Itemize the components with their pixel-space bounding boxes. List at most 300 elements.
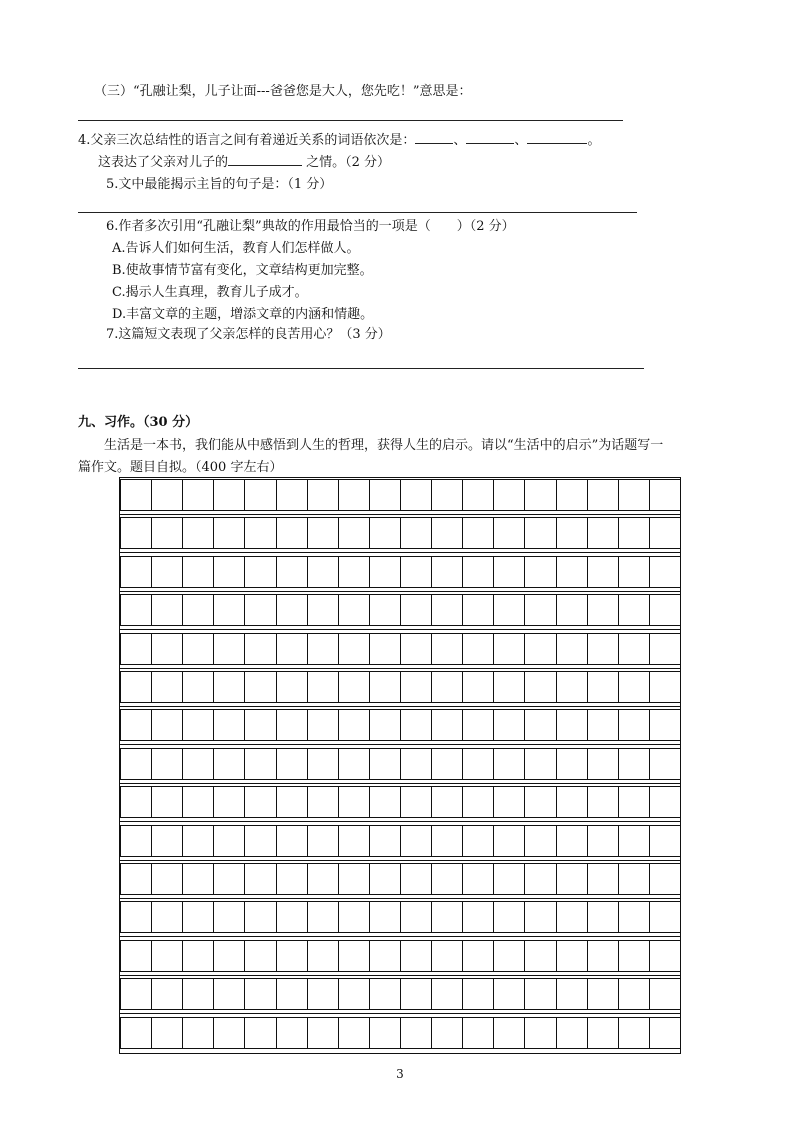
grid-cell[interactable]	[120, 517, 152, 549]
q4-line2	[98, 152, 390, 172]
grid-cell[interactable]	[307, 748, 339, 780]
grid-cell[interactable]	[151, 825, 183, 857]
grid-cell[interactable]	[431, 479, 463, 511]
grid-cell[interactable]	[618, 633, 650, 665]
grid-cell[interactable]	[338, 1017, 370, 1049]
grid-cell[interactable]	[493, 863, 525, 895]
grid-cell[interactable]	[244, 786, 276, 818]
grid-cell[interactable]	[244, 479, 276, 511]
composition-grid[interactable]	[119, 477, 681, 1054]
grid-cell[interactable]	[587, 709, 619, 741]
grid-cell[interactable]	[431, 748, 463, 780]
grid-cell[interactable]	[338, 786, 370, 818]
grid-cell[interactable]	[307, 556, 339, 588]
grid-cell[interactable]	[524, 671, 556, 703]
grid-cell[interactable]	[649, 786, 681, 818]
grid-cell[interactable]	[493, 517, 525, 549]
grid-cell[interactable]	[369, 556, 401, 588]
grid-cell[interactable]	[182, 901, 214, 933]
grid-cell[interactable]	[649, 825, 681, 857]
grid-row-divider	[120, 898, 680, 899]
grid-cell[interactable]	[307, 594, 339, 626]
grid-cell[interactable]	[400, 901, 432, 933]
grid-cell[interactable]	[587, 479, 619, 511]
grid-cell[interactable]	[338, 556, 370, 588]
grid-cell[interactable]	[151, 633, 183, 665]
grid-cell[interactable]	[649, 901, 681, 933]
grid-cell[interactable]	[307, 940, 339, 972]
grid-cell[interactable]	[338, 978, 370, 1010]
grid-cell[interactable]	[649, 863, 681, 895]
grid-cell[interactable]	[400, 709, 432, 741]
grid-cell[interactable]	[556, 978, 588, 1010]
grid-cell[interactable]	[244, 901, 276, 933]
grid-cell[interactable]	[307, 709, 339, 741]
grid-cell[interactable]	[338, 633, 370, 665]
grid-cell[interactable]	[649, 1017, 681, 1049]
q4-line2-suffix: 之情。（2 分）	[306, 155, 391, 170]
q4-end: 。	[587, 133, 601, 148]
grid-row	[120, 901, 680, 933]
q6-option-b[interactable]: B.使故事情节富有变化，文章结构更加完整。	[112, 263, 373, 278]
grid-cell[interactable]	[493, 786, 525, 818]
grid-cell[interactable]	[276, 901, 308, 933]
grid-cell[interactable]	[431, 901, 463, 933]
grid-cell[interactable]	[618, 786, 650, 818]
grid-cell[interactable]	[493, 556, 525, 588]
grid-cell[interactable]	[649, 671, 681, 703]
grid-cell[interactable]	[120, 978, 152, 1010]
grid-cell[interactable]	[276, 748, 308, 780]
grid-cell[interactable]	[120, 863, 152, 895]
grid-cell[interactable]	[276, 517, 308, 549]
q3-answer-line[interactable]	[78, 120, 623, 121]
q4-blank-1[interactable]	[415, 130, 453, 144]
section9-prompt-line1: 生活是一本书，我们能从中感悟到人生的哲理，获得人生的启示。请以“生活中的启示”为话题写一	[104, 438, 664, 453]
grid-cell[interactable]	[431, 940, 463, 972]
grid-cell[interactable]	[151, 671, 183, 703]
grid-cell[interactable]	[307, 786, 339, 818]
grid-cell[interactable]	[556, 594, 588, 626]
grid-cell[interactable]	[431, 594, 463, 626]
q4-blank-4[interactable]	[228, 152, 302, 166]
grid-cell[interactable]	[338, 671, 370, 703]
grid-cell[interactable]	[649, 556, 681, 588]
grid-cell[interactable]	[307, 825, 339, 857]
grid-cell[interactable]	[400, 825, 432, 857]
grid-cell[interactable]	[244, 1017, 276, 1049]
q4-line2-prefix: 这表达了父亲对儿子的	[98, 155, 229, 170]
grid-cell[interactable]	[524, 901, 556, 933]
grid-cell[interactable]	[307, 479, 339, 511]
grid-cell[interactable]	[524, 786, 556, 818]
grid-cell[interactable]	[431, 825, 463, 857]
grid-cell[interactable]	[587, 978, 619, 1010]
grid-cell[interactable]	[462, 517, 494, 549]
grid-cell[interactable]	[120, 671, 152, 703]
grid-cell[interactable]	[151, 901, 183, 933]
grid-cell[interactable]	[524, 748, 556, 780]
grid-cell[interactable]	[400, 940, 432, 972]
grid-cell[interactable]	[338, 709, 370, 741]
grid-cell[interactable]	[182, 863, 214, 895]
grid-cell[interactable]	[556, 748, 588, 780]
grid-row-divider	[120, 668, 680, 669]
grid-cell[interactable]	[556, 825, 588, 857]
grid-cell[interactable]	[493, 901, 525, 933]
grid-cell[interactable]	[400, 633, 432, 665]
grid-cell[interactable]	[524, 594, 556, 626]
grid-cell[interactable]	[649, 748, 681, 780]
grid-cell[interactable]	[462, 556, 494, 588]
grid-row-divider	[120, 936, 680, 937]
grid-cell[interactable]	[556, 863, 588, 895]
grid-row	[120, 594, 680, 626]
grid-cell[interactable]	[618, 825, 650, 857]
grid-cell[interactable]	[244, 863, 276, 895]
grid-cell[interactable]	[556, 479, 588, 511]
grid-cell[interactable]	[587, 594, 619, 626]
grid-cell[interactable]	[587, 901, 619, 933]
section9-heading: 九、习作。（30 分）	[78, 415, 199, 430]
grid-cell[interactable]	[524, 978, 556, 1010]
q4-blank-3[interactable]	[527, 130, 587, 144]
grid-cell[interactable]	[587, 671, 619, 703]
grid-cell[interactable]	[244, 940, 276, 972]
grid-cell[interactable]	[307, 1017, 339, 1049]
grid-cell[interactable]	[369, 517, 401, 549]
grid-cell[interactable]	[462, 978, 494, 1010]
grid-cell[interactable]	[120, 709, 152, 741]
grid-cell[interactable]	[649, 978, 681, 1010]
grid-cell[interactable]	[493, 940, 525, 972]
grid-cell[interactable]	[369, 671, 401, 703]
grid-cell[interactable]	[431, 671, 463, 703]
grid-cell[interactable]	[618, 479, 650, 511]
grid-cell[interactable]	[369, 1017, 401, 1049]
grid-cell[interactable]	[244, 978, 276, 1010]
grid-cell[interactable]	[276, 671, 308, 703]
grid-cell[interactable]	[307, 863, 339, 895]
grid-cell[interactable]	[462, 748, 494, 780]
grid-cell[interactable]	[151, 786, 183, 818]
grid-cell[interactable]	[338, 940, 370, 972]
grid-cell[interactable]	[307, 671, 339, 703]
q4-separator: 、	[514, 133, 528, 148]
grid-cell[interactable]	[431, 786, 463, 818]
q7-answer-line[interactable]	[78, 368, 644, 369]
grid-cell[interactable]	[524, 633, 556, 665]
grid-cell[interactable]	[120, 901, 152, 933]
grid-cell[interactable]	[338, 825, 370, 857]
grid-cell[interactable]	[182, 517, 214, 549]
grid-cell[interactable]	[618, 594, 650, 626]
grid-cell[interactable]	[182, 940, 214, 972]
grid-cell[interactable]	[213, 863, 245, 895]
grid-cell[interactable]	[213, 594, 245, 626]
grid-cell[interactable]	[400, 556, 432, 588]
grid-cell[interactable]	[587, 556, 619, 588]
grid-cell[interactable]	[493, 825, 525, 857]
grid-cell[interactable]	[493, 748, 525, 780]
grid-cell[interactable]	[493, 978, 525, 1010]
grid-cell[interactable]	[182, 479, 214, 511]
grid-cell[interactable]	[524, 709, 556, 741]
grid-row-divider	[120, 706, 680, 707]
grid-row-divider	[120, 744, 680, 745]
grid-cell[interactable]	[338, 517, 370, 549]
grid-cell[interactable]	[244, 517, 276, 549]
grid-cell[interactable]	[649, 709, 681, 741]
grid-cell[interactable]	[556, 556, 588, 588]
grid-cell[interactable]	[276, 978, 308, 1010]
grid-cell[interactable]	[182, 594, 214, 626]
grid-cell[interactable]	[431, 517, 463, 549]
grid-cell[interactable]	[244, 671, 276, 703]
grid-cell[interactable]	[244, 556, 276, 588]
grid-cell[interactable]	[120, 748, 152, 780]
grid-cell[interactable]	[338, 479, 370, 511]
grid-cell[interactable]	[369, 825, 401, 857]
grid-cell[interactable]	[182, 1017, 214, 1049]
grid-cell[interactable]	[182, 978, 214, 1010]
grid-cell[interactable]	[431, 863, 463, 895]
grid-cell[interactable]	[618, 940, 650, 972]
grid-cell[interactable]	[213, 479, 245, 511]
grid-cell[interactable]	[151, 594, 183, 626]
grid-cell[interactable]	[524, 556, 556, 588]
grid-cell[interactable]	[182, 556, 214, 588]
grid-cell[interactable]	[276, 479, 308, 511]
grid-cell[interactable]	[213, 940, 245, 972]
grid-cell[interactable]	[431, 556, 463, 588]
grid-cell[interactable]	[649, 940, 681, 972]
grid-cell[interactable]	[338, 863, 370, 895]
grid-cell[interactable]	[400, 748, 432, 780]
grid-cell[interactable]	[276, 940, 308, 972]
q5-answer-line[interactable]	[78, 212, 637, 213]
grid-cell[interactable]	[462, 709, 494, 741]
grid-cell[interactable]	[213, 825, 245, 857]
grid-cell[interactable]	[244, 825, 276, 857]
grid-cell[interactable]	[276, 633, 308, 665]
grid-cell[interactable]	[276, 786, 308, 818]
grid-cell[interactable]	[587, 517, 619, 549]
grid-cell[interactable]	[556, 709, 588, 741]
grid-cell[interactable]	[493, 633, 525, 665]
grid-cell[interactable]	[276, 1017, 308, 1049]
grid-cell[interactable]	[649, 479, 681, 511]
grid-row	[120, 671, 680, 703]
grid-cell[interactable]	[618, 517, 650, 549]
grid-cell[interactable]	[182, 825, 214, 857]
grid-cell[interactable]	[400, 479, 432, 511]
grid-cell[interactable]	[213, 517, 245, 549]
grid-cell[interactable]	[524, 517, 556, 549]
grid-cell[interactable]	[400, 594, 432, 626]
grid-cell[interactable]	[618, 748, 650, 780]
q6-option-a[interactable]: A.告诉人们如何生活，教育人们怎样做人。	[112, 241, 360, 256]
grid-cell[interactable]	[151, 1017, 183, 1049]
grid-cell[interactable]	[400, 863, 432, 895]
grid-cell[interactable]	[587, 748, 619, 780]
grid-cell[interactable]	[151, 940, 183, 972]
grid-cell[interactable]	[462, 825, 494, 857]
grid-cell[interactable]	[400, 786, 432, 818]
grid-cell[interactable]	[400, 671, 432, 703]
grid-cell[interactable]	[338, 901, 370, 933]
grid-cell[interactable]	[462, 479, 494, 511]
grid-cell[interactable]	[120, 1017, 152, 1049]
grid-cell[interactable]	[151, 556, 183, 588]
grid-cell[interactable]	[524, 479, 556, 511]
grid-cell[interactable]	[307, 978, 339, 1010]
grid-cell[interactable]	[618, 863, 650, 895]
grid-cell[interactable]	[213, 748, 245, 780]
grid-cell[interactable]	[276, 594, 308, 626]
grid-cell[interactable]	[618, 556, 650, 588]
grid-cell[interactable]	[276, 863, 308, 895]
grid-cell[interactable]	[213, 671, 245, 703]
q4-blank-2[interactable]	[466, 130, 514, 144]
grid-cell[interactable]	[213, 901, 245, 933]
grid-cell[interactable]	[369, 748, 401, 780]
grid-cell[interactable]	[493, 709, 525, 741]
grid-cell[interactable]	[369, 901, 401, 933]
grid-row	[120, 479, 680, 511]
grid-cell[interactable]	[120, 633, 152, 665]
grid-cell[interactable]	[120, 825, 152, 857]
grid-cell[interactable]	[400, 1017, 432, 1049]
grid-cell[interactable]	[213, 1017, 245, 1049]
grid-cell[interactable]	[649, 594, 681, 626]
grid-cell[interactable]	[462, 1017, 494, 1049]
grid-cell[interactable]	[462, 671, 494, 703]
grid-cell[interactable]	[493, 1017, 525, 1049]
grid-cell[interactable]	[307, 633, 339, 665]
grid-row	[120, 709, 680, 741]
grid-cell[interactable]	[493, 479, 525, 511]
grid-cell[interactable]	[462, 940, 494, 972]
grid-cell[interactable]	[213, 633, 245, 665]
grid-cell[interactable]	[524, 940, 556, 972]
grid-cell[interactable]	[618, 671, 650, 703]
grid-cell[interactable]	[120, 594, 152, 626]
grid-cell[interactable]	[276, 709, 308, 741]
grid-cell[interactable]	[369, 786, 401, 818]
q6-option-d[interactable]: D.丰富文章的主题，增添文章的内涵和情趣。	[112, 307, 374, 322]
grid-cell[interactable]	[524, 863, 556, 895]
grid-cell[interactable]	[213, 978, 245, 1010]
grid-cell[interactable]	[369, 978, 401, 1010]
grid-cell[interactable]	[400, 978, 432, 1010]
grid-cell[interactable]	[431, 978, 463, 1010]
grid-cell[interactable]	[587, 863, 619, 895]
grid-cell[interactable]	[462, 786, 494, 818]
grid-cell[interactable]	[369, 709, 401, 741]
grid-cell[interactable]	[151, 517, 183, 549]
grid-cell[interactable]	[493, 671, 525, 703]
grid-cell[interactable]	[462, 863, 494, 895]
grid-cell[interactable]	[182, 786, 214, 818]
grid-cell[interactable]	[556, 940, 588, 972]
grid-cell[interactable]	[649, 633, 681, 665]
grid-cell[interactable]	[151, 863, 183, 895]
grid-cell[interactable]	[462, 633, 494, 665]
grid-cell[interactable]	[462, 594, 494, 626]
grid-cell[interactable]	[369, 940, 401, 972]
grid-cell[interactable]	[151, 978, 183, 1010]
grid-cell[interactable]	[618, 709, 650, 741]
grid-cell[interactable]	[524, 825, 556, 857]
grid-cell[interactable]	[369, 633, 401, 665]
grid-cell[interactable]	[120, 940, 152, 972]
grid-cell[interactable]	[556, 671, 588, 703]
grid-cell[interactable]	[120, 786, 152, 818]
grid-cell[interactable]	[587, 825, 619, 857]
grid-cell[interactable]	[307, 517, 339, 549]
grid-cell[interactable]	[431, 709, 463, 741]
grid-cell[interactable]	[618, 901, 650, 933]
grid-cell[interactable]	[182, 709, 214, 741]
grid-cell[interactable]	[213, 786, 245, 818]
grid-cell[interactable]	[618, 978, 650, 1010]
grid-cell[interactable]	[338, 748, 370, 780]
grid-cell[interactable]	[276, 825, 308, 857]
grid-cell[interactable]	[556, 786, 588, 818]
grid-cell[interactable]	[120, 479, 152, 511]
grid-cell[interactable]	[182, 748, 214, 780]
q6-option-c[interactable]: C.揭示人生真理，教育儿子成才。	[112, 285, 308, 300]
grid-cell[interactable]	[244, 748, 276, 780]
grid-cell[interactable]	[524, 1017, 556, 1049]
grid-cell[interactable]	[400, 517, 432, 549]
grid-cell[interactable]	[182, 633, 214, 665]
grid-cell[interactable]	[369, 863, 401, 895]
grid-cell[interactable]	[587, 1017, 619, 1049]
grid-cell[interactable]	[244, 709, 276, 741]
grid-cell[interactable]	[462, 901, 494, 933]
grid-cell[interactable]	[151, 748, 183, 780]
grid-cell[interactable]	[182, 671, 214, 703]
grid-cell[interactable]	[120, 556, 152, 588]
grid-cell[interactable]	[556, 517, 588, 549]
grid-cell[interactable]	[587, 940, 619, 972]
grid-cell[interactable]	[431, 1017, 463, 1049]
grid-cell[interactable]	[151, 479, 183, 511]
grid-cell[interactable]	[649, 517, 681, 549]
grid-cell[interactable]	[369, 479, 401, 511]
grid-cell[interactable]	[338, 594, 370, 626]
grid-cell[interactable]	[587, 633, 619, 665]
grid-cell[interactable]	[307, 901, 339, 933]
grid-cell[interactable]	[618, 1017, 650, 1049]
grid-cell[interactable]	[587, 786, 619, 818]
grid-cell[interactable]	[556, 1017, 588, 1049]
grid-cell[interactable]	[556, 633, 588, 665]
grid-cell[interactable]	[431, 633, 463, 665]
grid-row-divider	[120, 975, 680, 976]
grid-cell[interactable]	[213, 709, 245, 741]
grid-cell[interactable]	[244, 594, 276, 626]
grid-cell[interactable]	[493, 594, 525, 626]
grid-cell[interactable]	[151, 709, 183, 741]
grid-cell[interactable]	[369, 594, 401, 626]
grid-cell[interactable]	[244, 633, 276, 665]
grid-cell[interactable]	[556, 901, 588, 933]
grid-cell[interactable]	[213, 556, 245, 588]
grid-cell[interactable]	[276, 556, 308, 588]
